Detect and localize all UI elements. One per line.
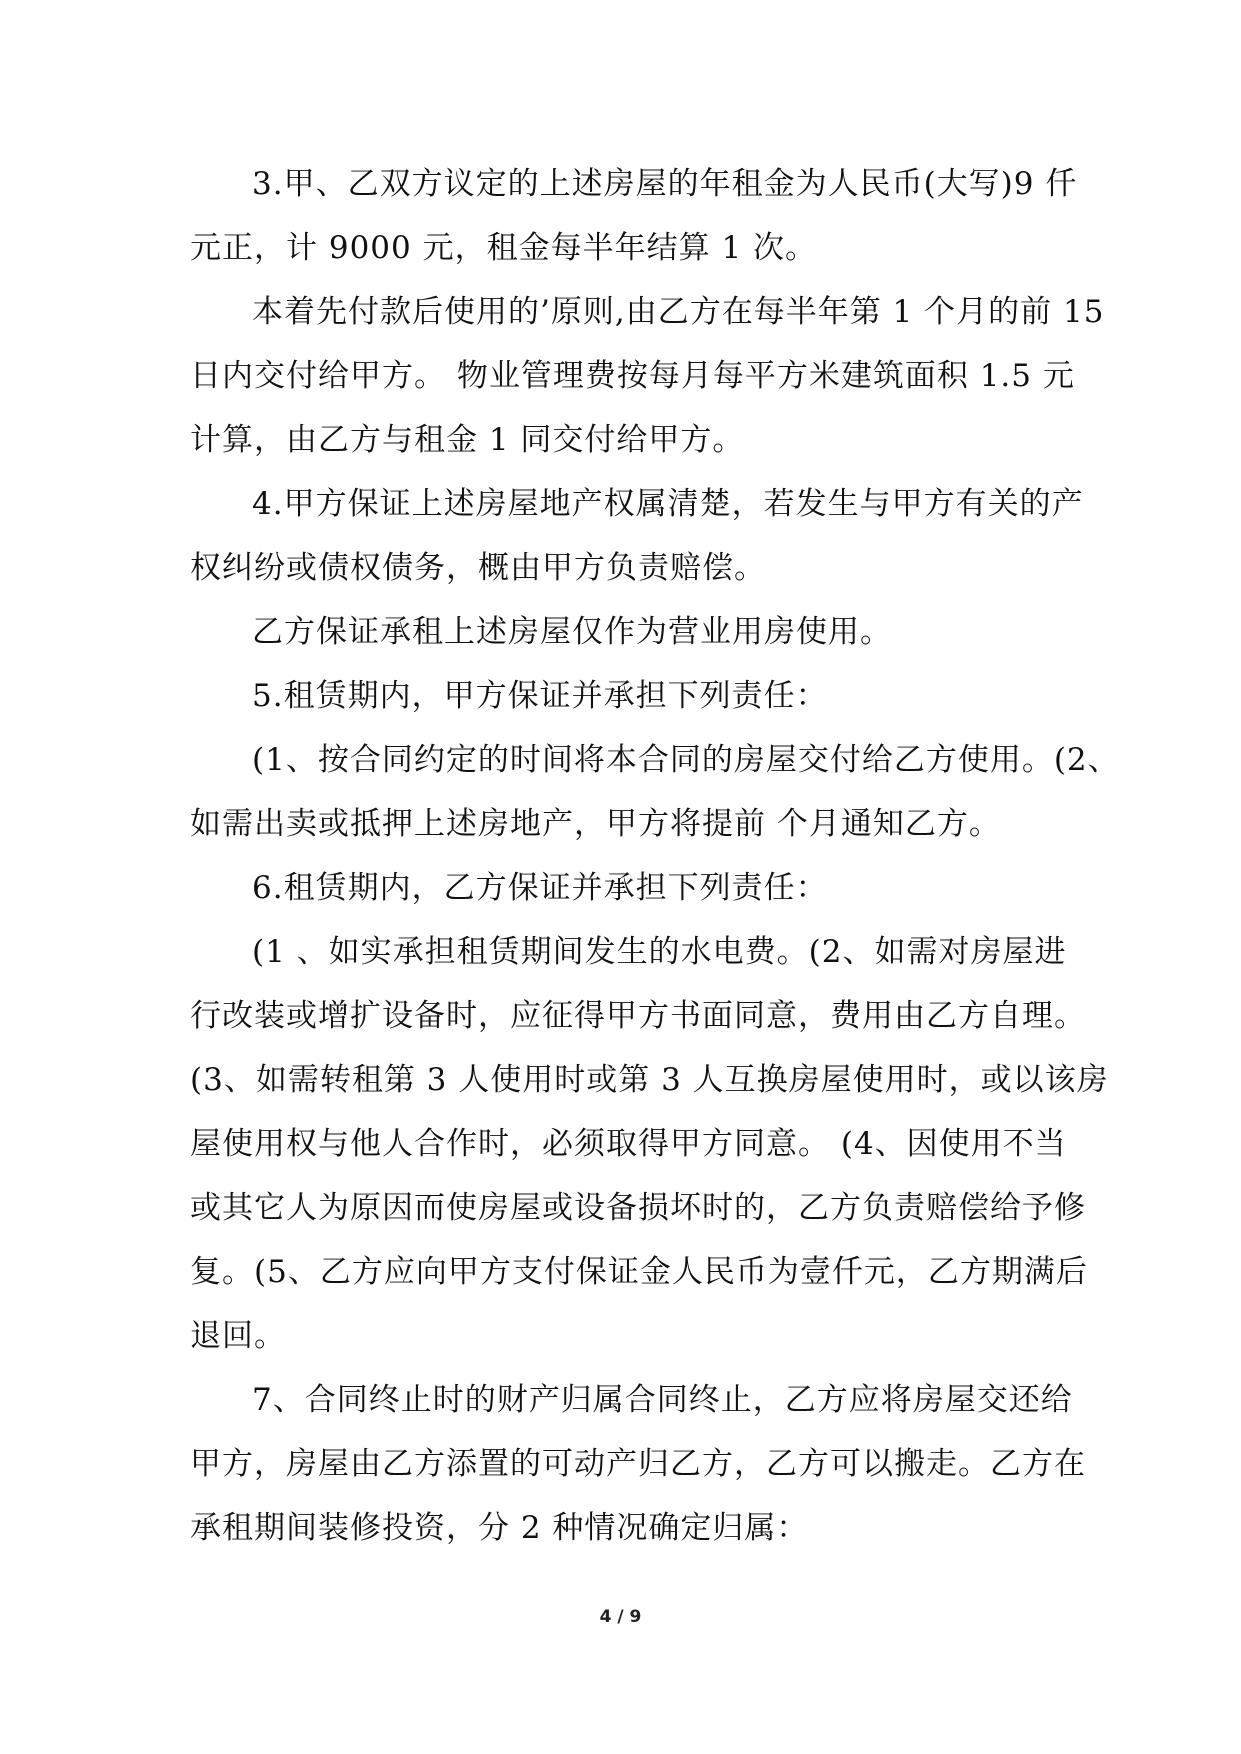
text-line: 元正，计 9000 元，租金每半年结算 1 次。 (190, 230, 818, 266)
text-line: (3、如需转租第 3 人使用时或第 3 人互换房屋使用时，或以该房 (190, 1062, 1109, 1098)
text-line: 权纠纷或债权债务，概由甲方负责赔偿。 (190, 550, 766, 586)
text-line: 计算，由乙方与租金 1 同交付给甲方。 (190, 422, 745, 458)
text-line: 退回。 (190, 1318, 286, 1354)
text-line: 3.甲、乙双方议定的上述房屋的年租金为人民币(大写)9 仟 (252, 166, 1078, 202)
text-line: 或其它人为原因而使房屋或设备损坏时的，乙方负责赔偿给予修 (190, 1190, 1086, 1226)
text-line: 6.租赁期内，乙方保证并承担下列责任： (252, 870, 828, 906)
page-number: 4 / 9 (599, 1607, 642, 1627)
text-line: 日内交付给甲方。 物业管理费按每月每平方米建筑面积 1.5 元 (190, 358, 1075, 394)
text-line: 乙方保证承租上述房屋仅作为营业用房使用。 (252, 614, 892, 650)
text-line: 屋使用权与他人合作时，必须取得甲方同意。 (4、因使用不当 (190, 1126, 1067, 1162)
text-line: (1 、如实承担租赁期间发生的水电费。(2、如需对房屋进 (252, 934, 1067, 970)
text-line: 复。(5、乙方应向甲方支付保证金人民币为壹仟元，乙方期满后 (190, 1254, 1088, 1290)
text-line: 5.租赁期内，甲方保证并承担下列责任： (252, 678, 828, 714)
text-line: 7、合同终止时的财产归属合同终止，乙方应将房屋交还给 (252, 1382, 1073, 1418)
document-body (190, 152, 1120, 1560)
text-line: 行改装或增扩设备时，应征得甲方书面同意，费用由乙方自理。 (190, 998, 1086, 1034)
text-line: 如需出卖或抵押上述房地产，甲方将提前 个月通知乙方。 (190, 806, 1001, 842)
text-line: 承租期间装修投资，分 2 种情况确定归属： (190, 1510, 809, 1546)
text-line: 4.甲方保证上述房屋地产权属清楚，若发生与甲方有关的产 (252, 486, 1084, 522)
text-line: (1、按合同约定的时间将本合同的房屋交付给乙方使用。(2、 (252, 742, 1120, 778)
text-line: 本着先付款后使用的’原则,由乙方在每半年第 1 个月的前 15 (252, 294, 1105, 330)
text-line: 甲方，房屋由乙方添置的可动产归乙方，乙方可以搬走。乙方在 (190, 1446, 1086, 1482)
